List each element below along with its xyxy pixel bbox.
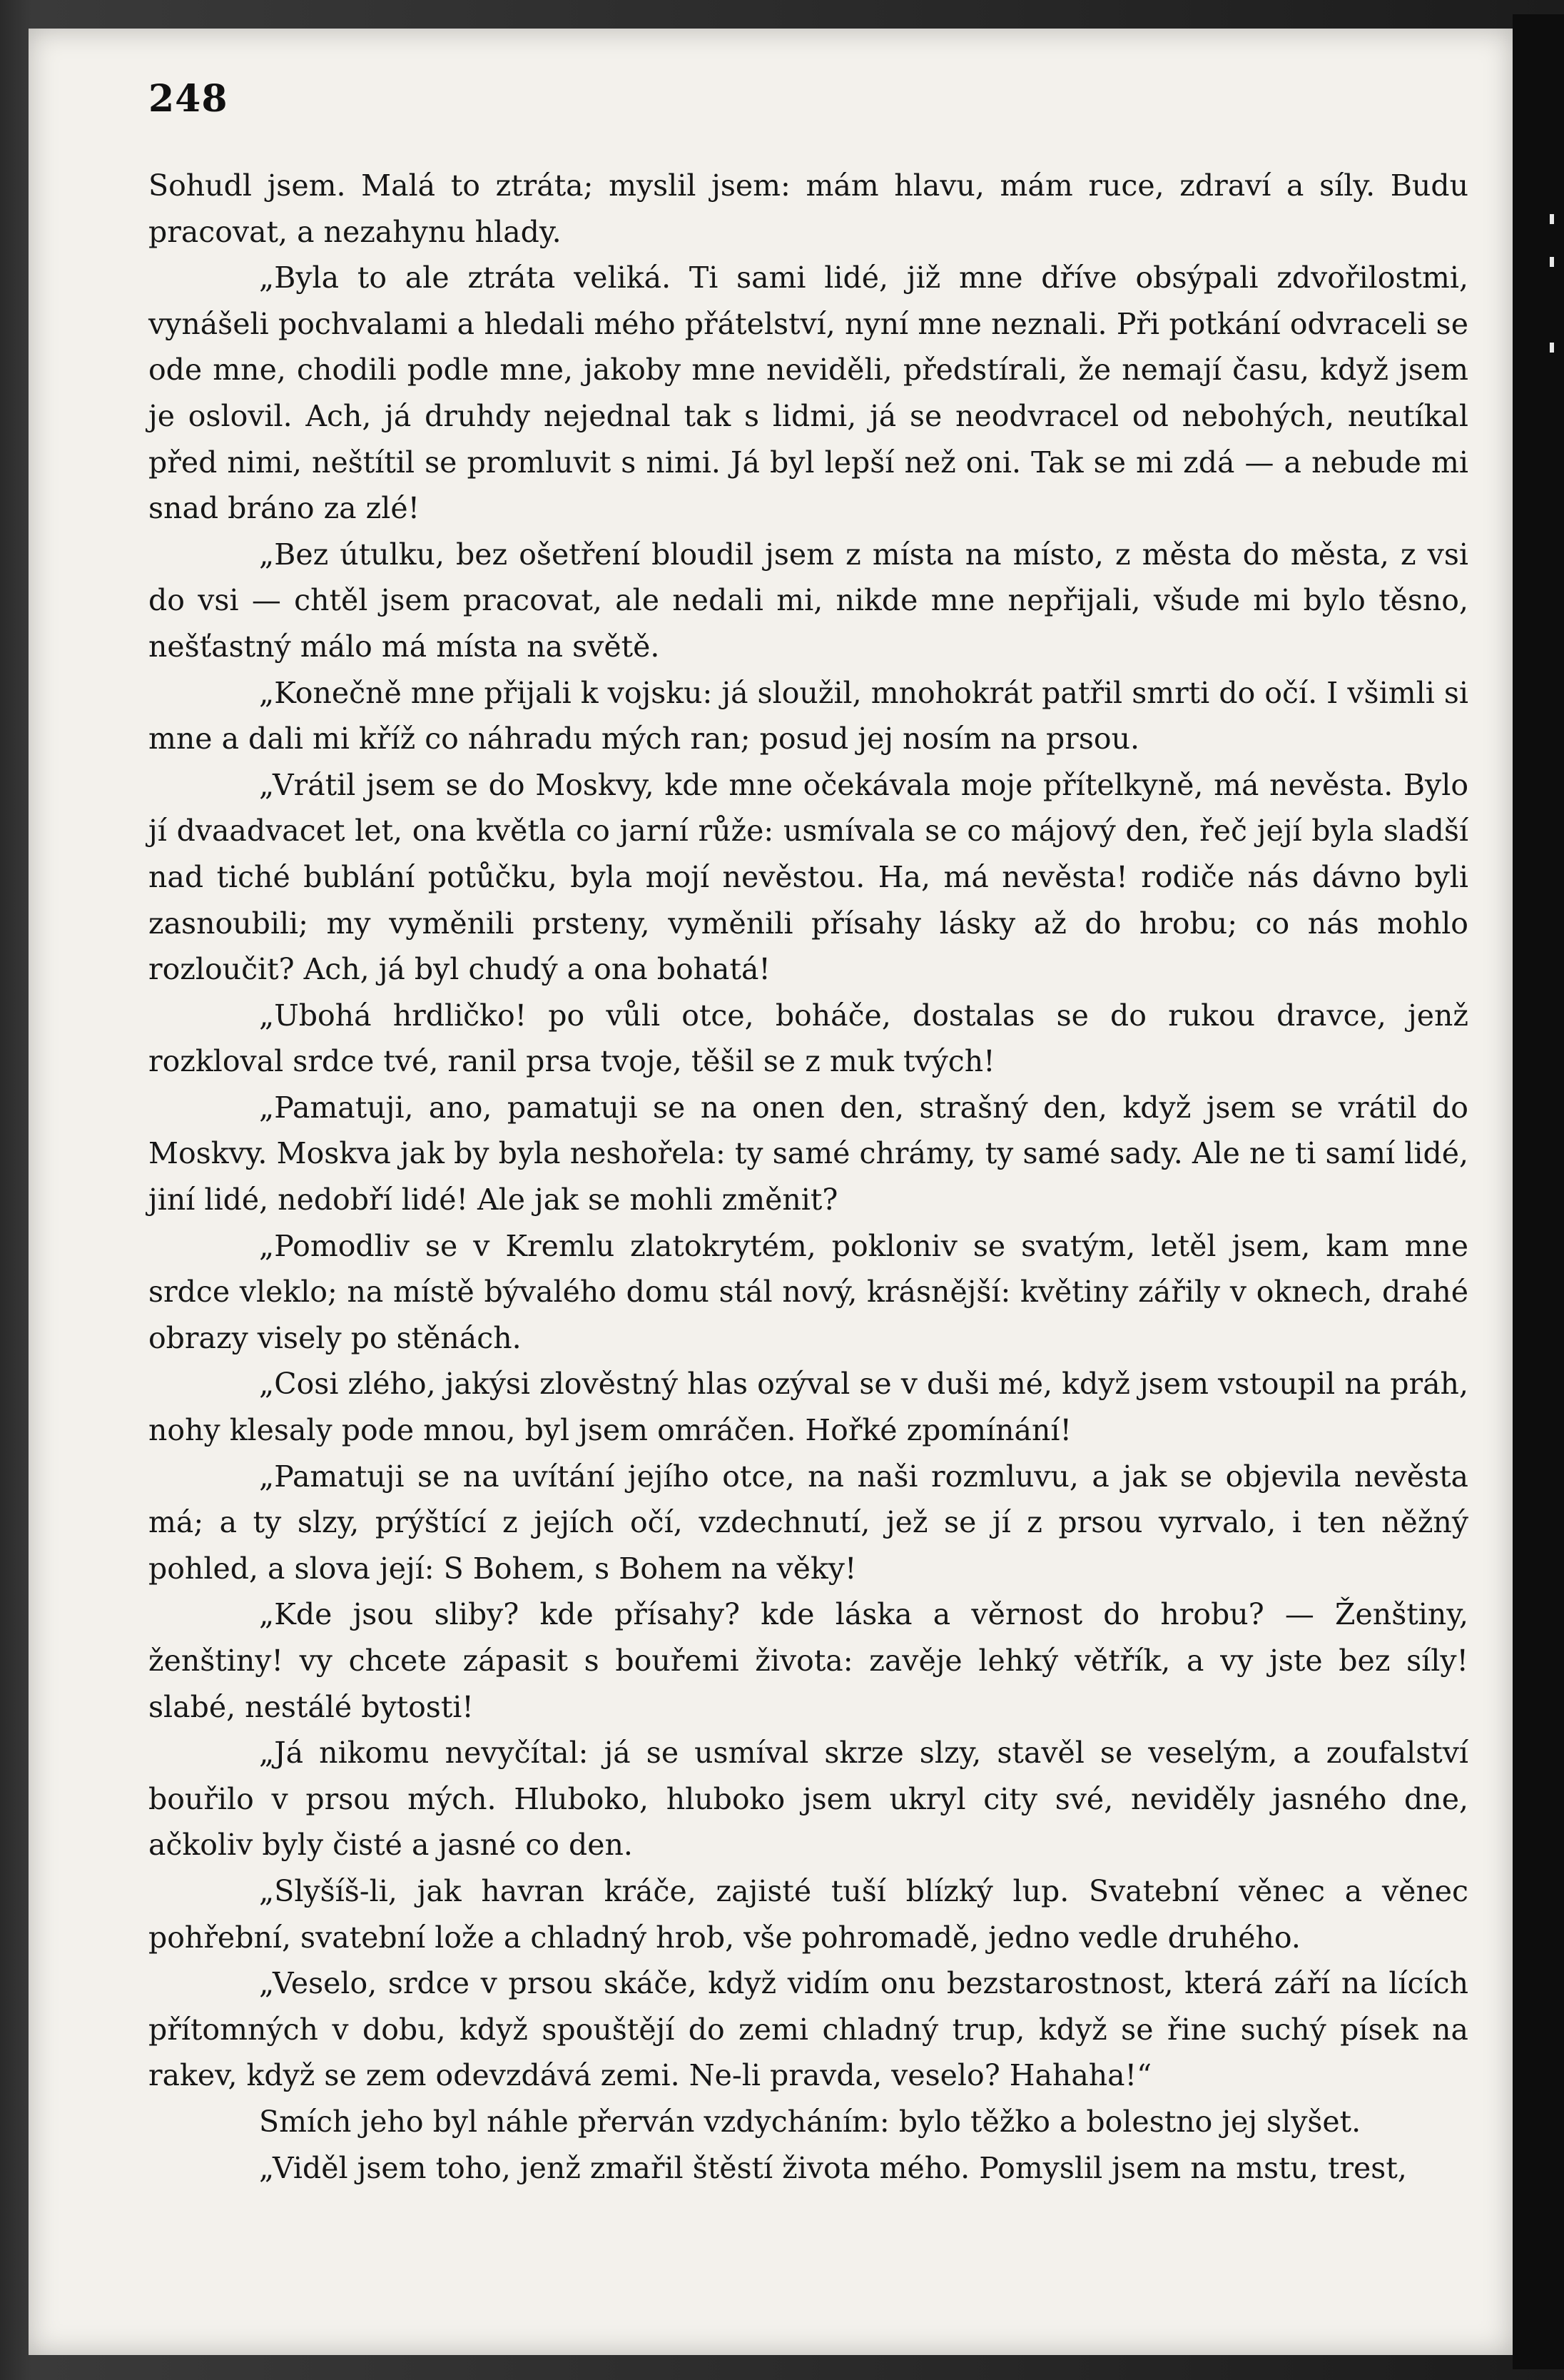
paragraph: „Slyšíš-li, jak havran kráče, zajisté tuší blízký lup. Svatební věnec a věnec pohřební, svatební lože a chladný hrob, vše pohromadě, jedno vedle druhého. [148, 1873, 1468, 1955]
edge-mark [1550, 343, 1554, 353]
scan-edge-strip [1513, 14, 1564, 2369]
paragraph: „Bez útulku, bez ošetření bloudil jsem z místa na místo, z města do města, z vsi do vsi — chtěl jsem pracovat, ale nedali mi, nikde mne nepřijali, všude mi bylo těsno, nešťastný málo má místa na světě. [148, 537, 1468, 664]
paragraph: Sohudl jsem. Malá to ztráta; myslil jsem: mám hlavu, mám ruce, zdraví a síly. Budu pracovat, a nezahynu hlady. [148, 168, 1468, 249]
paragraph: „Veselo, srdce v prsou skáče, když vidím onu bezstarostnost, která září na lících přítomných v dobu, když spouštějí do zemi chladný trup, když se řine suchý písek na rakev, když se zem odevzdává zemi. Ne-li pravda, veselo? Hahaha!“ [148, 1966, 1468, 2093]
body-text [148, 163, 1468, 2191]
paragraph: „Pamatuji se na uvítání jejího otce, na naši rozmluvu, a jak se objevila nevěsta má; a ty slzy, prýštící z jejích očí, vzdechnutí, jež se jí z prsou vyrvalo, i ten něžný pohled, a slova její: S Bohem, s Bohem na věky! [148, 1459, 1468, 1586]
paragraph: „Byla to ale ztráta veliká. Ti sami lidé, již mne dříve obsýpali zdvořilostmi, vynášeli pochvalami a hledali mého přátelství, nyní mne neznali. Při potkání odvraceli se ode mne, chodili podle mne, jakoby mne neviděli, předstírali, že nemají času, když jsem je oslovil. Ach, já druhdy nejednal tak s lidmi, já se neodvracel od nebohých, neutíkal před nimi, neštítil se promluvit s nimi. Já byl lepší než oni. Tak se mi zdá — a nebude mi snad bráno za zlé! [148, 260, 1468, 526]
paragraph: „Vrátil jsem se do Moskvy, kde mne očekávala moje přítelkyně, má nevěsta. Bylo jí dvaadvacet let, ona květla co jarní růže: usmívala se co májový den, řeč její byla sladší nad tiché bublání potůčku, byla mojí nevěstou. Ha, má nevěsta! rodiče nás dávno byli zasnoubili; my vyměnili prsteny, vyměnili přísahy lásky až do hrobu; co nás mohlo rozloučit? Ach, já byl chudý a ona bohatá! [148, 767, 1468, 987]
paragraph: „Cosi zlého, jakýsi zlověstný hlas ozýval se v duši mé, když jsem vstoupil na práh, nohy klesaly pode mnou, byl jsem omráčen. Hořké zpomínání! [148, 1367, 1468, 1448]
paragraph: „Viděl jsem toho, jenž zmařil štěstí života mého. Pomyslil jsem na mstu, trest, [259, 2150, 1407, 2185]
edge-mark [1550, 214, 1554, 224]
paragraph: „Konečně mne přijali k vojsku: já sloužil, mnohokrát patřil smrti do očí. I všimli si mne a dali mi kříž co náhradu mých ran; posud jej nosím na prsou. [148, 675, 1468, 756]
paragraph: „Pamatuji, ano, pamatuji se na onen den, strašný den, když jsem se vrátil do Moskvy. Moskva jak by byla neshořela: ty samé chrámy, ty samé sady. Ale ne ti samí lidé, jiní lidé, nedobří lidé! Ale jak se mohli změnit? [148, 1090, 1468, 1217]
page-number: 248 [148, 77, 228, 121]
paragraph: „Pomodliv se v Kremlu zlatokrytém, pokloniv se svatým, letěl jsem, kam mne srdce vleklo; na místě bývalého domu stál nový, krásnější: květiny zářily v oknech, drahé obrazy visely po stěnách. [148, 1228, 1468, 1355]
paragraph: „Kde jsou sliby? kde přísahy? kde láska a věrnost do hrobu? — Ženštiny, ženštiny! vy chcete zápasit s bouřemi života: zavěje lehký větřík, a vy jste bez síly! slabé, nestálé bytosti! [148, 1597, 1468, 1724]
paragraph: Smích jeho byl náhle přerván vzdycháním: bylo těžko a bolestno jej slyšet. [259, 2104, 1361, 2139]
paragraph: „Ubohá hrdličko! po vůli otce, boháče, dostalas se do rukou dravce, jenž rozkloval srdce tvé, ranil prsa tvoje, těšil se z muk tvých! [148, 998, 1468, 1079]
edge-mark [1550, 257, 1554, 267]
paragraph: „Já nikomu nevyčítal: já se usmíval skrze slzy, stavěl se veselým, a zoufalství bouřilo v prsou mých. Hluboko, hluboko jsem ukryl city své, neviděly jasného dne, ačkoliv byly čisté a jasné co den. [148, 1736, 1468, 1863]
